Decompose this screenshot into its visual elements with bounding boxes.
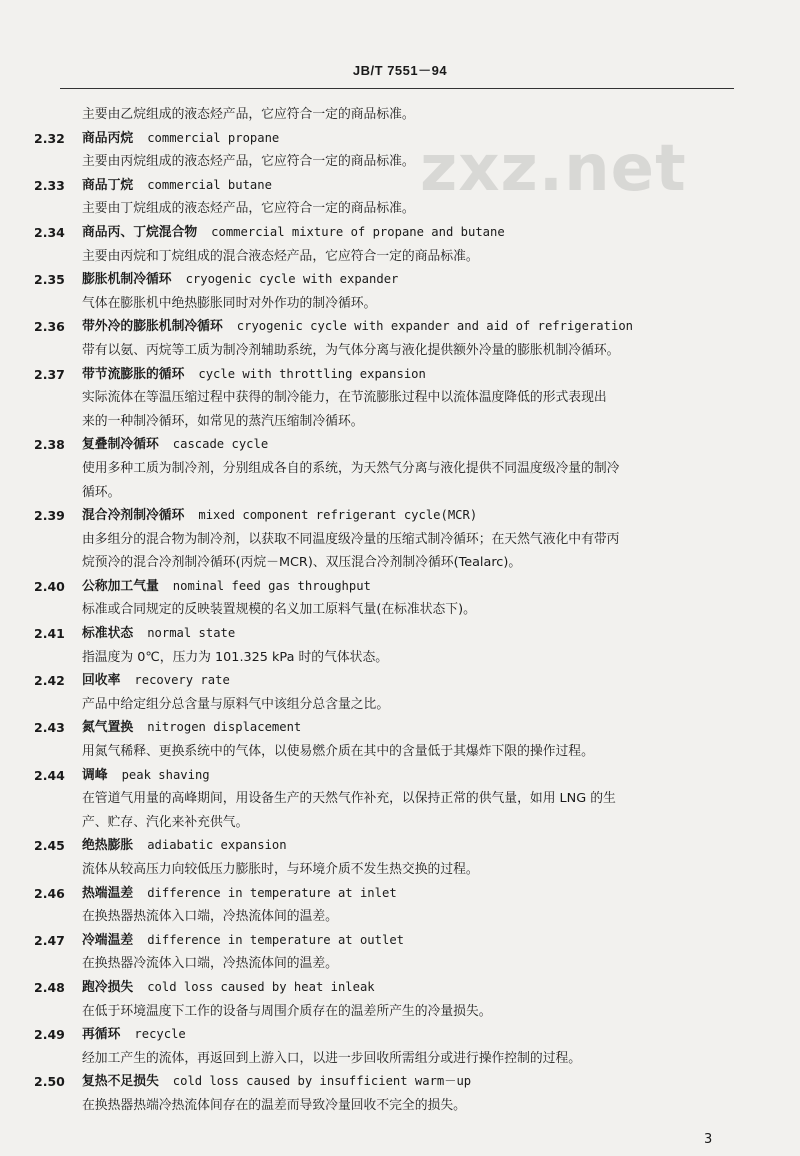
term-chinese: 带外冷的膨胀机制冷循环: [82, 319, 223, 335]
term-definition: 主要由丁烷组成的液态烃产品，它应符合一定的商品标准。: [82, 201, 415, 217]
term-chinese: 复热不足损失: [82, 1074, 159, 1090]
term-chinese: 氮气置换: [82, 720, 134, 736]
term-definition: 烷预冷的混合冷剂制冷循环(丙烷－MCR)、双压混合冷剂制冷循环(Tealarc)。: [82, 555, 522, 571]
term-chinese: 公称加工气量: [82, 578, 159, 594]
term-definition: 流体从较高压力向较低压力膨胀时，与环境介质不发生热交换的过程。: [82, 862, 479, 877]
watermark: zxz.net: [420, 132, 687, 206]
term-heading: [34, 575, 754, 599]
term-number: 2.37: [34, 366, 65, 382]
term-chinese: 绝热膨胀: [82, 838, 134, 854]
term-definition: 主要由丙烷和丁烷组成的混合液态烃产品，它应符合一定的商品标准。: [82, 248, 479, 264]
term-english: difference in temperature at outlet: [147, 932, 404, 947]
term-heading: [34, 929, 754, 953]
term-chinese: 商品丙、丁烷混合物: [82, 224, 198, 240]
term-definition: 用氮气稀释、更换系统中的气体，以使易燃介质在其中的含量低于其爆炸下限的操作过程。: [82, 744, 594, 760]
term-definition: 指温度为 0℃，压力为 101.325 kPa 时的气体状态。: [82, 649, 389, 665]
header-rule: [60, 88, 734, 89]
term-heading: [34, 127, 754, 151]
continued-definition: 主要由乙烷组成的液态烃产品，它应符合一定的商品标准。: [82, 107, 415, 122]
term-definition: 在管道气用量的高峰期间，用设备生产的天然气作补充，以保持正常的供气量，如用 LNG 的生: [82, 791, 616, 807]
term-number: 2.47: [34, 932, 65, 948]
term-english: peak shaving: [121, 767, 210, 782]
term-heading: [34, 764, 754, 788]
term-number: 2.42: [34, 673, 65, 689]
term-english: difference in temperature at inlet: [147, 885, 397, 900]
term-english: adiabatic expansion: [147, 838, 287, 853]
page-number: 3: [704, 1132, 713, 1147]
term-definition: 实际流体在等温压缩过程中获得的制冷能力，在节流膨胀过程中以流体温度降低的形式表现出: [82, 390, 607, 406]
term-definition: 产品中给定组分总含量与原料气中该组分总含量之比。: [82, 696, 390, 712]
term-definition: 标准或合同规定的反映装置规模的名义加工原料气量(在标准状态下)。: [82, 602, 476, 618]
term-heading: [34, 315, 754, 339]
term-heading: [34, 834, 754, 858]
term-number: 2.46: [34, 885, 65, 901]
term-definition: 带有以氨、丙烷等工质为制冷剂辅助系统，为气体分离与液化提供额外冷量的膨胀机制冷循环。: [82, 342, 620, 358]
term-number: 2.38: [34, 437, 65, 453]
term-heading: [34, 622, 754, 646]
term-chinese: 再循环: [82, 1027, 121, 1043]
term-number: 2.48: [34, 979, 65, 995]
term-english: recycle: [134, 1027, 186, 1042]
term-number: 2.45: [34, 838, 65, 854]
term-definition: 产、贮存、汽化来补充供气。: [82, 814, 249, 830]
term-definition: 使用多种工质为制冷剂，分别组成各自的系统，为天然气分离与液化提供不同温度级冷量的制冷: [82, 460, 620, 476]
term-number: 2.35: [34, 272, 65, 288]
term-definition: 在换热器冷流体入口端，冷热流体间的温差。: [82, 956, 338, 972]
term-number: 2.41: [34, 626, 65, 642]
term-heading: [34, 976, 754, 1000]
term-heading: [34, 433, 754, 457]
term-chinese: 回收率: [82, 673, 121, 689]
term-english: cycle with throttling expansion: [198, 366, 426, 381]
term-number: 2.43: [34, 720, 65, 736]
term-definition: 主要由丙烷组成的液态烃产品，它应符合一定的商品标准。: [82, 154, 415, 170]
term-heading: [34, 268, 754, 292]
term-chinese: 调峰: [82, 767, 108, 783]
term-heading: [34, 716, 754, 740]
term-heading: [34, 882, 754, 906]
term-english: mixed component refrigerant cycle(MCR): [198, 508, 478, 523]
term-definition: 在换热器热流体入口端，冷热流体间的温差。: [82, 909, 338, 925]
term-chinese: 复叠制冷循环: [82, 437, 159, 453]
term-english: commercial mixture of propane and butane: [211, 224, 505, 239]
term-english: cryogenic cycle with expander: [185, 272, 399, 287]
term-english: cold loss caused by heat inleak: [147, 979, 375, 994]
term-chinese: 商品丁烷: [82, 177, 134, 193]
term-definition: 经加工产生的流体，再返回到上游入口，以进一步回收所需组分或进行操作控制的过程。: [82, 1050, 582, 1066]
term-number: 2.32: [34, 130, 65, 146]
term-heading: [34, 504, 754, 528]
term-number: 2.36: [34, 319, 65, 335]
term-definition: 在低于环境温度下工作的设备与周围介质存在的温差所产生的冷量损失。: [82, 1003, 492, 1019]
term-english: nitrogen displacement: [147, 720, 302, 735]
term-chinese: 热端温差: [82, 885, 134, 901]
term-english: recovery rate: [134, 673, 230, 688]
term-number: 2.33: [34, 177, 65, 193]
term-english: cold loss caused by insufficient warm－up: [172, 1074, 472, 1089]
term-heading: [34, 221, 754, 245]
term-heading: [34, 1023, 754, 1047]
term-number: 2.49: [34, 1027, 65, 1043]
term-heading: [34, 174, 754, 198]
term-heading: [34, 363, 754, 387]
term-english: cascade cycle: [172, 437, 269, 452]
term-chinese: 冷端温差: [82, 932, 134, 948]
term-definition: 由多组分的混合物为制冷剂，以获取不同温度级冷量的压缩式制冷循环；在天然气液化中有带丙: [82, 531, 620, 547]
term-definition: 在换热器热端冷热流体间存在的温差而导致冷量回收不完全的损失。: [82, 1097, 466, 1113]
term-chinese: 混合冷剂制冷循环: [82, 508, 185, 524]
term-number: 2.39: [34, 508, 65, 524]
term-heading: [34, 669, 754, 693]
term-number: 2.50: [34, 1074, 65, 1090]
term-definition: 气体在膨胀机中绝热膨胀同时对外作功的制冷循环。: [82, 295, 377, 311]
term-chinese: 标准状态: [82, 626, 134, 642]
page-header: JB/T 7551－94: [352, 63, 448, 78]
term-number: 2.44: [34, 767, 65, 783]
term-english: cryogenic cycle with expander and aid of refrigeration: [236, 319, 633, 334]
term-chinese: 商品丙烷: [82, 130, 134, 146]
term-chinese: 带节流膨胀的循环: [82, 366, 185, 382]
term-number: 2.40: [34, 578, 65, 594]
document-body: [34, 103, 754, 1118]
term-english: commercial butane: [147, 177, 272, 192]
term-definition: 来的一种制冷循环，如常见的蒸汽压缩制冷循环。: [82, 413, 364, 429]
term-english: nominal feed gas throughput: [172, 578, 371, 593]
term-english: commercial propane: [147, 130, 280, 145]
term-english: normal state: [147, 626, 236, 641]
term-heading: [34, 1070, 754, 1094]
term-list: [34, 127, 754, 1118]
term-chinese: 跑冷损失: [82, 979, 134, 995]
term-definition: 循环。: [82, 484, 121, 500]
term-number: 2.34: [34, 224, 65, 240]
term-chinese: 膨胀机制冷循环: [82, 272, 172, 288]
